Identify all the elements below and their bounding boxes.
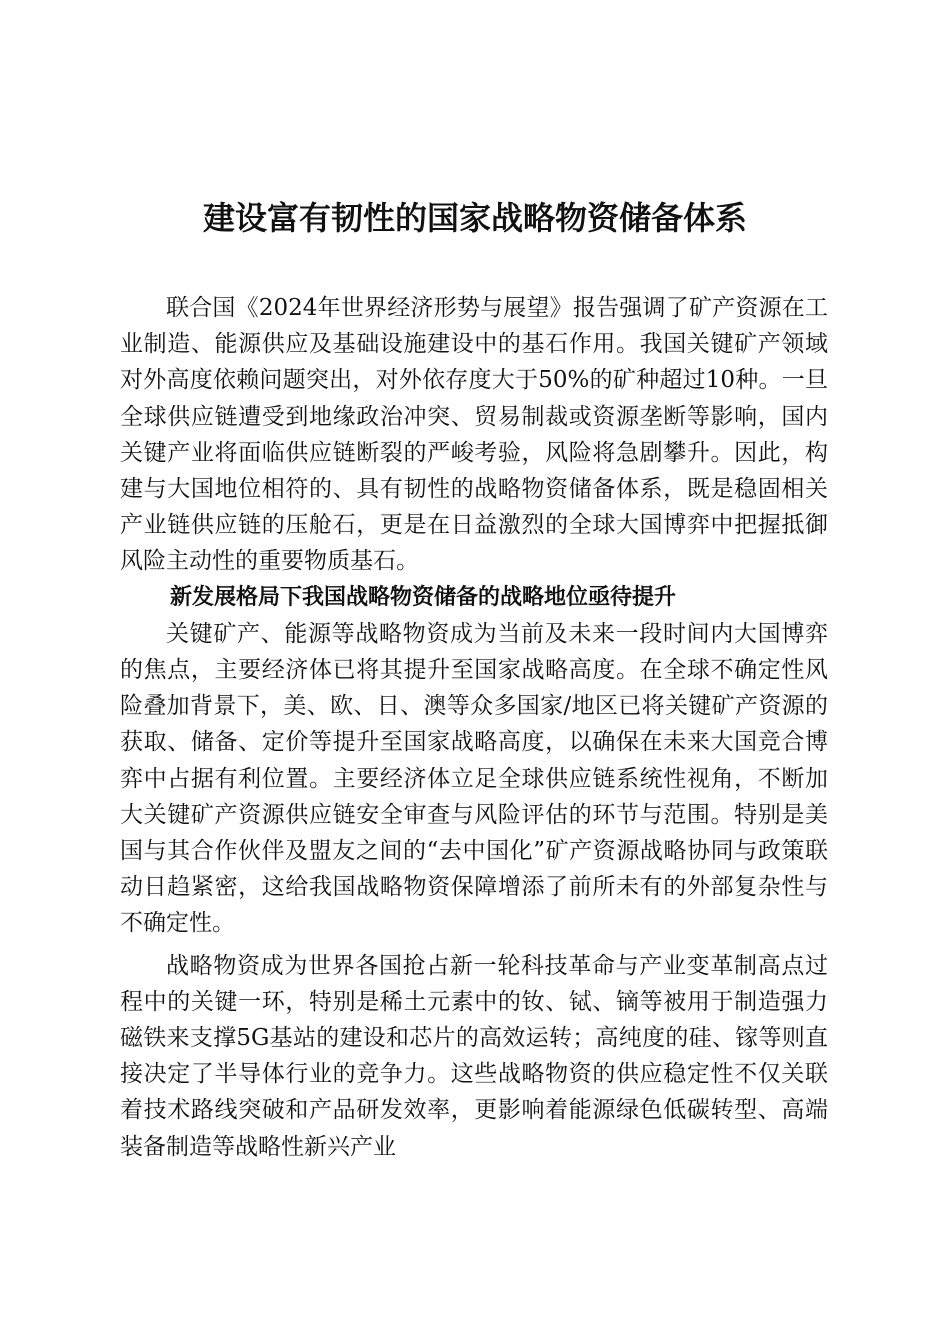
document-title: 建设富有韧性的国家战略物资储备体系 [202, 199, 747, 237]
document-body [120, 290, 828, 1165]
section-paragraph-1: 关键矿产、能源等战略物资成为当前及未来一段时间内大国博弈的焦点，主要经济体已将其提升至国家战略高度。在全球不确定性风险叠加背景下，美、欧、日、澳等众多国家/地区已将关键矿产资源的获取、储备、定价等提升至国家战略高度，以确保在未来大国竞合博弈中占据有利位置。主要经济体立足全球供应链系统性视角，不断加大关键矿产资源供应链安全审查与风险评估的环节与范围。特别是美国与其合作伙伴及盟友之间的“去中国化”矿产资源战略协同与政策联动日趋紧密，这给我国战略物资保障增添了前所未有的外部复杂性与不确定性。 [120, 620, 828, 937]
intro-paragraph: 联合国《2024年世界经济形势与展望》报告强调了矿产资源在工业制造、能源供应及基础设施建设中的基石作用。我国关键矿产领域对外高度依赖问题突出，对外依存度大于50%的矿种超过10种。一旦全球供应链遭受到地缘政治冲突、贸易制裁或资源垄断等影响，国内关键产业将面临供应链断裂的严峻考验，风险将急剧攀升。因此，构建与大国地位相符的、具有韧性的战略物资储备体系，既是稳固相关产业链供应链的压舱石，更是在日益激烈的全球大国博弈中把握抵御风险主动性的重要物质基石。 [120, 295, 828, 575]
section-heading: 新发展格局下我国战略物资储备的战略地位亟待提升 [170, 584, 677, 610]
section-paragraph-2: 战略物资成为世界各国抢占新一轮科技革命与产业变革制高点过程中的关键一环，特别是稀土元素中的钕、铽、镝等被用于制造强力磁铁来支撑5G基站的建设和芯片的高效运转；高纯度的硅、镓等则直接决定了半导体行业的竞争力。这些战略物资的供应稳定性不仅关联着技术路线突破和产品研发效率，更影响着能源绿色低碳转型、高端装备制造等战略性新兴产业 [120, 952, 828, 1160]
